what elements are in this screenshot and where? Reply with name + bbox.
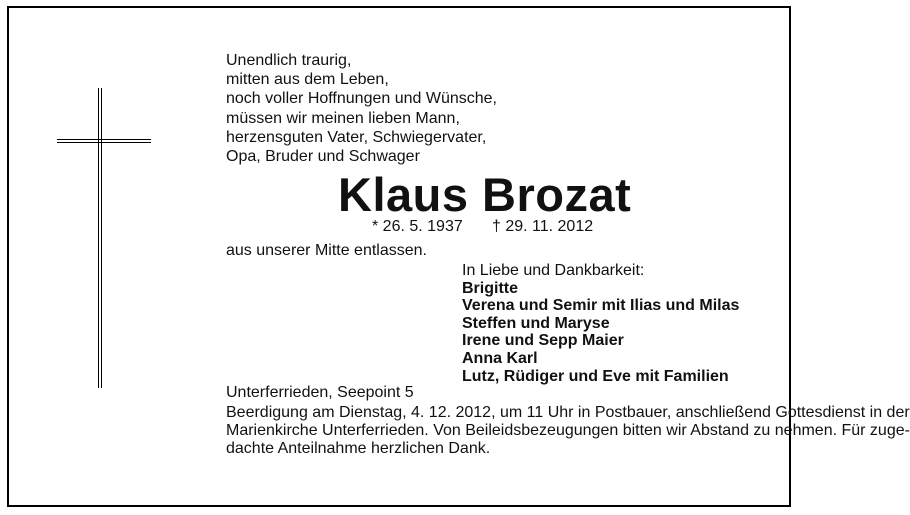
intro-line: herzensguten Vater, Schwiegervater, — [226, 128, 487, 146]
address: Unterferrieden, Seepoint 5 — [226, 384, 414, 401]
mourners-heading: In Liebe und Dankbarkeit: — [462, 262, 645, 279]
intro-line: Opa, Bruder und Schwager — [226, 148, 420, 166]
funeral-line: Beerdigung am Dienstag, 4. 12. 2012, um 11 Uhr in Postbauer, anschließend Gottesdienst in der — [226, 404, 910, 421]
funeral-info — [226, 404, 910, 458]
funeral-line: Marienkirche Unterferrieden. Von Beileidsbezeugungen bitten wir Abstand zu nehmen. Für zuge- — [226, 422, 910, 439]
closing-line: aus unserer Mitte entlassen. — [226, 242, 427, 259]
deceased-name: Klaus Brozat — [338, 168, 632, 221]
death-date: † 29. 11. 2012 — [492, 218, 594, 235]
intro-line: müssen wir meinen lieben Mann, — [226, 109, 460, 127]
mourner: Verena und Semir mit Ilias und Milas — [462, 297, 740, 315]
intro-line: mitten aus dem Leben, — [226, 71, 389, 89]
mourner: Anna Karl — [462, 349, 538, 367]
birth-date: * 26. 5. 1937 — [372, 218, 463, 235]
funeral-line: dachte Anteilnahme herzlichen Dank. — [226, 440, 491, 457]
mourner: Brigitte — [462, 279, 518, 297]
intro-line: noch voller Hoffnungen und Wünsche, — [226, 90, 497, 108]
mourner: Lutz, Rüdiger und Eve mit Familien — [462, 367, 729, 385]
mourner: Steffen und Maryse — [462, 314, 610, 332]
cross-icon — [98, 88, 104, 388]
intro-text — [226, 51, 497, 166]
cross-crossbar — [57, 139, 151, 145]
mourner: Irene und Sepp Maier — [462, 332, 624, 350]
intro-line: Unendlich traurig, — [226, 52, 352, 69]
mourners-list — [462, 262, 739, 385]
